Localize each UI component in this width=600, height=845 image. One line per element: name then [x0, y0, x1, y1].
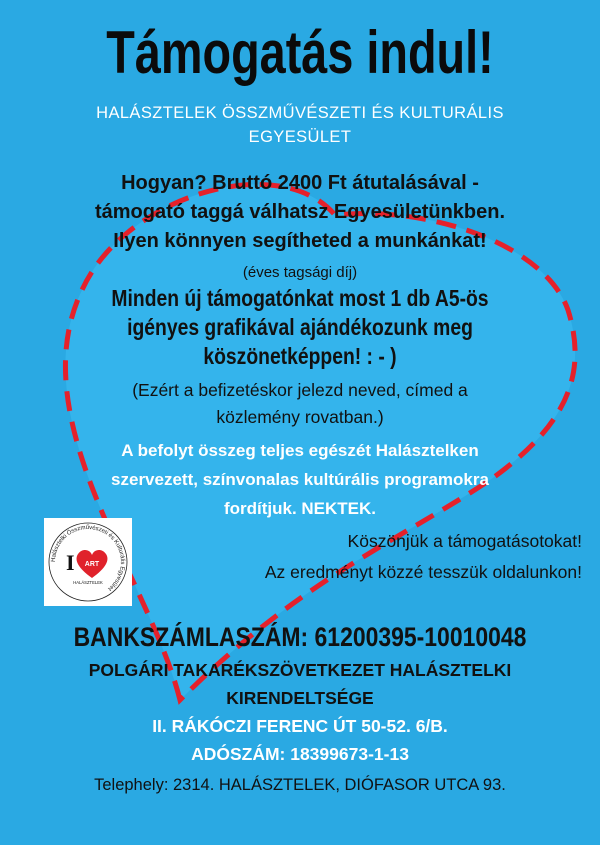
bank-account-number: BANKSZÁMLASZÁM: 61200395-10010048 — [73, 622, 527, 652]
bank-name-line1: POLGÁRI TAKARÉKSZÖVETKEZET HALÁSZTELKI — [88, 660, 512, 680]
thanks-text: Köszönjük a támogatásotokat! — [347, 531, 582, 551]
usage-line3: fordítjuk. NEKTEK. — [223, 499, 377, 518]
how-line3: Ilyen könnyen segítheted a munkánkat! — [113, 230, 487, 252]
logo-ring-text: Halásztelki Összművészeti és Kulturális Egyesület — [50, 524, 126, 592]
fee-note: (éves tagsági díj) — [242, 264, 358, 281]
how-line2: támogató taggá válhatsz Egyesületünkben. — [94, 201, 506, 223]
logo-art-text: ART — [84, 561, 100, 568]
bank-address: II. RÁKÓCZI FERENC ÚT 50-52. 6/B. — [152, 716, 448, 736]
poster-title: Támogatás indul! — [106, 19, 494, 86]
gift-line2: igényes grafikával ajándékozunk meg — [127, 314, 473, 340]
organization-name-line1: HALÁSZTELEK ÖSSZMŰVÉSZETI ÉS KULTURÁLIS — [96, 104, 504, 122]
publish-text: Az eredményt közzé tesszük oldalunkon! — [264, 562, 582, 582]
note-line2: közlemény rovatban.) — [216, 407, 384, 427]
gift-line1: Minden új támogatónkat most 1 db A5-ös — [111, 285, 489, 311]
site-address: Telephely: 2314. HALÁSZTELEK, DIÓFASOR UTCA 93. — [94, 776, 506, 794]
association-logo — [44, 518, 132, 606]
organization-name-line2: EGYESÜLET — [248, 128, 352, 146]
usage-line2: szervezett, színvonalas kultúrális programokra — [111, 470, 489, 489]
bank-name-line2: KIRENDELTSÉGE — [226, 688, 374, 708]
gift-line3: köszönetképpen! : - ) — [203, 343, 397, 369]
note-line1: (Ezért a befizetéskor jelezd neved, címed a — [132, 380, 468, 400]
logo-sub-text: HALÁSZTELEK — [73, 580, 103, 585]
how-line1: Hogyan? Bruttó 2400 Ft átutalásával - — [121, 172, 479, 194]
tax-number: ADÓSZÁM: 18399673-1-13 — [191, 744, 409, 764]
usage-line1: A befolyt összeg teljes egészét Halásztelken — [121, 441, 479, 460]
logo-letter: I — [66, 550, 75, 575]
